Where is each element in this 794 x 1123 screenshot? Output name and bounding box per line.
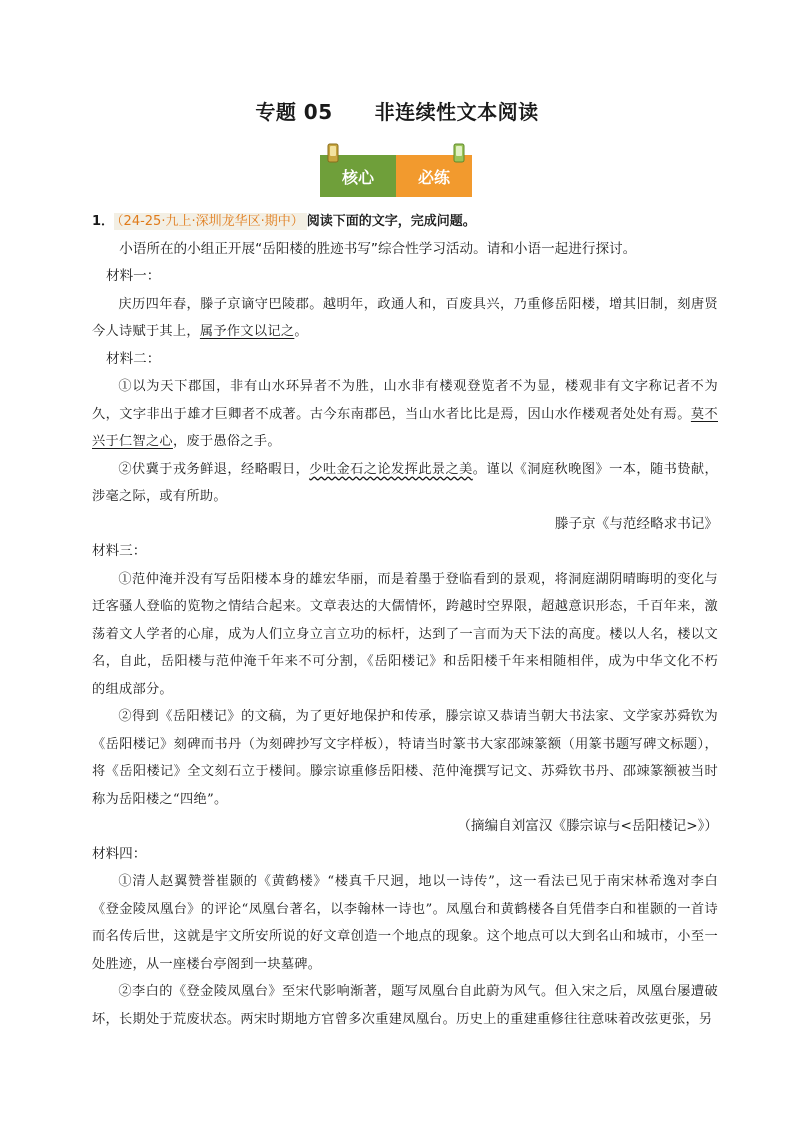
- material-4-para-2: ②李白的《登金陵凤凰台》至宋代影响渐著，题写凤凰台自此蔚为风气。但入宋之后，凤凰台屡遭破坏，长期处于荒废状态。两宋时期地方官曾多次重建凤凰台。历史上的重建重修往往意味着改弦更张，另: [92, 984, 718, 1027]
- m2-p2-a: ②伏冀于戎务鲜退，经略暇日，: [118, 461, 310, 477]
- paper-clip-icon: [452, 143, 466, 163]
- m2-p1-a: ①以为天下郡国，非有山水环异者不为胜，山水非有楼观登览者不为显，楼观非有文字称记者不为久，文字非出于雄才巨卿者不成著。古今东南郡邑，当山水者比比是焉，因山水作楼观者处处有焉。: [92, 379, 718, 422]
- m2-p2-b: 。谨以《洞庭秋晚图》一本，随书贽献，涉毫之际，或有所助。: [92, 461, 718, 504]
- page-title: [0, 96, 794, 125]
- question-header: [92, 208, 718, 236]
- question-intro: 小语所在的小组正开展“岳阳楼的胜迹书写”综合性学习活动。请和小语一起进行探讨。: [119, 240, 637, 257]
- material-3-para-2: ②得到《岳阳楼记》的文稿，为了更好地保护和传承，滕宗谅又恭请当朝大书法家、文学家苏舜钦为《岳阳楼记》刻碑而书丹（为刻碑抄写文字样板），特请当时篆书大家邵竦篆额（用篆书题写碑文标题），将《岳阳楼记》全文刻石立于楼间。滕宗谅重修岳阳楼、范仲淹撰写记文、苏舜钦书丹、邵竦篆额被当时称为岳阳楼之“四绝”。: [92, 709, 718, 807]
- badge-right: 必练: [396, 155, 472, 197]
- material-2-para-2: [92, 456, 718, 511]
- title-part2: 非连续性文本阅读: [374, 100, 539, 124]
- m2-p1-underlined: 莫不兴于仁智之心: [92, 406, 718, 449]
- material-3-source: （摘编自刘富汉《滕宗谅与<岳阳楼记>》）: [457, 818, 718, 834]
- title-part1: 专题 05: [255, 100, 333, 124]
- m2-p1-b: ，废于愚俗之手。: [172, 434, 281, 449]
- question-number: 1．: [92, 214, 115, 229]
- question-content: [92, 208, 718, 1033]
- m1-underlined: 属予作文以记之: [199, 324, 295, 339]
- material-1-label: 材料一：: [106, 268, 161, 284]
- material-1-text: [92, 291, 718, 346]
- question-source-tag: （24-25·九上·深圳龙华区·期中）: [114, 213, 307, 230]
- material-2-label: 材料二：: [106, 350, 161, 367]
- core-practice-badge: [320, 155, 472, 197]
- m1-text-b: 。: [294, 324, 308, 339]
- material-4-label: 材料四：: [92, 845, 147, 862]
- m2-p2-wavy-underlined: 少吐金石之论发挥此景之美: [309, 461, 473, 477]
- badge-left: 核心: [320, 155, 396, 197]
- paper-clip-icon: [326, 143, 340, 163]
- material-4-para-1: ①清人赵翼赞誉崔颢的《黄鹤楼》“楼真千尺迥，地以一诗传”，这一看法已见于南宋林希逸对李白《登金陵凤凰台》的评论“凤凰台著名，以李翰林一诗也”。凤凰台和黄鹤楼各自凭借李白和崔颢的一首诗而名传后世，这就是宇文所安所说的好文章创造一个地点的现象。这个地点可以大到名山和城市，小至一处胜迹，从一座楼台亭阁到一块墓碑。: [92, 874, 718, 972]
- material-3-label: 材料三：: [92, 543, 147, 559]
- material-2-para-1: [92, 373, 718, 456]
- question-prompt: 阅读下面的文字，完成问题。: [306, 214, 476, 229]
- m1-text-a: 庆历四年春，滕子京谪守巴陵郡。越明年，政通人和，百废具兴，乃重修岳阳楼，增其旧制，刻唐贤今人诗赋于其上，: [92, 296, 718, 339]
- material-3-para-1: ①范仲淹并没有写岳阳楼本身的雄宏华丽，而是着墨于登临看到的景观，将洞庭湖阴晴晦明的变化与迁客骚人登临的览物之情结合起来。文章表达的大儒情怀，跨越时空界限，超越意识形态，千百年来，激荡着文人学者的心扉，成为人们立身立言立功的标杆，达到了一言而为天下法的高度。楼以人名，楼以文名，自此，岳阳楼与范仲淹千年来不可分割，《岳阳楼记》和岳阳楼千年来相随相伴，成为中华文化不朽的组成部分。: [92, 571, 718, 697]
- material-2-source: 滕子京《与范经略求书记》: [554, 515, 718, 532]
